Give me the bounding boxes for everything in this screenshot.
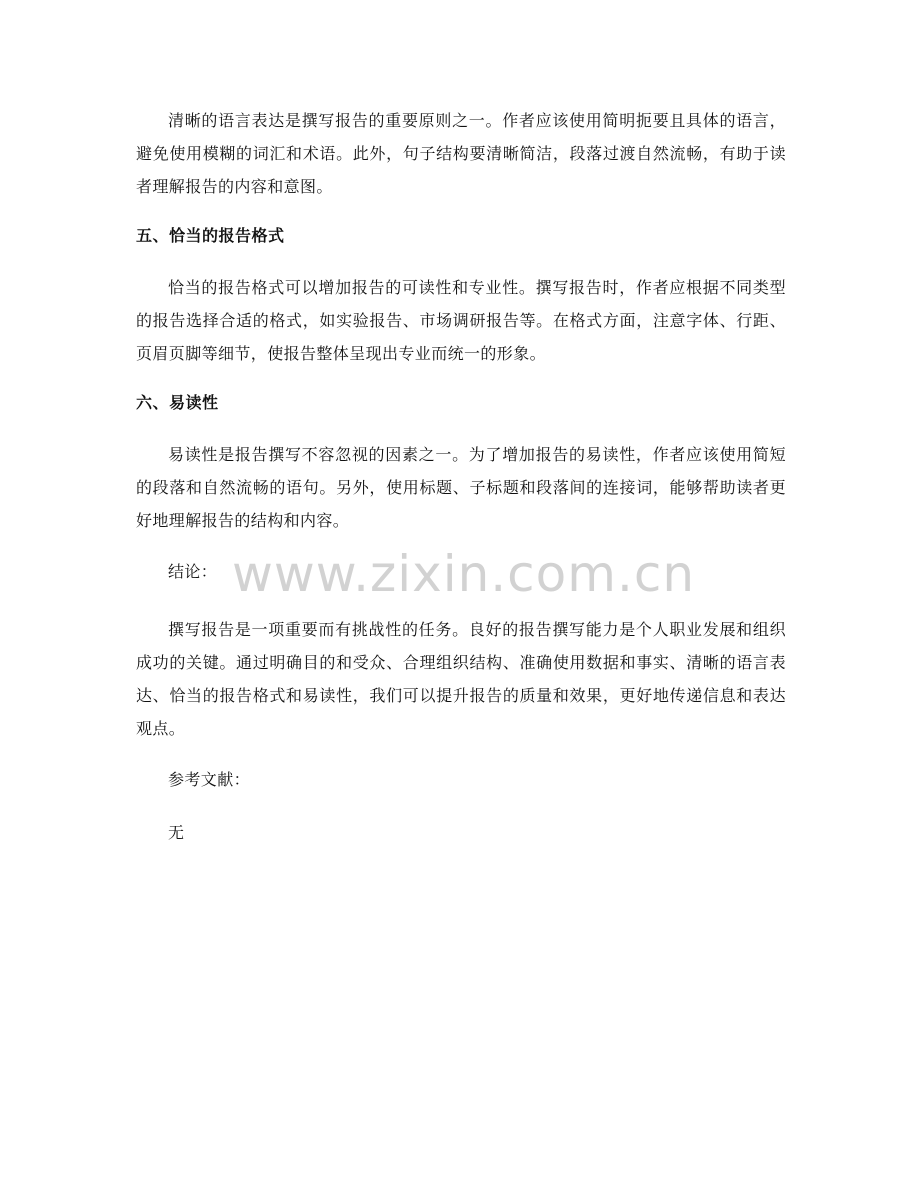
conclusion-label: 结论： [168,562,218,581]
document-page [136,104,786,845]
paragraph-readability: 易读性是报告撰写不容忽视的因素之一。为了增加报告的易读性，作者应该使用简短的段落和自然流畅的语句。另外，使用标题、子标题和段落间的连接词，能够帮助读者更好地理解报告的结构和内容。 [136,445,786,530]
references-value: 无 [168,823,185,842]
paragraph-clear-language: 清晰的语言表达是撰写报告的重要原则之一。作者应该使用简明扼要且具体的语言，避免使用模糊的词汇和术语。此外，句子结构要清晰简洁，段落过渡自然流畅，有助于读者理解报告的内容和意图。 [136,111,786,196]
paragraph-report-format: 恰当的报告格式可以增加报告的可读性和专业性。撰写报告时，作者应根据不同类型的报告选择合适的格式，如实验报告、市场调研报告等。在格式方面，注意字体、行距、页眉页脚等细节，使报告整体呈现出专业而统一的形象。 [136,278,786,363]
section-heading-readability: 六、易读性 [136,393,219,412]
watermark-text: www.zixin.com.cn [232,545,696,603]
paragraph-conclusion: 撰写报告是一项重要而有挑战性的任务。良好的报告撰写能力是个人职业发展和组织成功的关键。通过明确目的和受众、合理组织结构、准确使用数据和事实、清晰的语言表达、恰当的报告格式和易读性，我们可以提升报告的质量和效果，更好地传递信息和表达观点。 [136,620,786,738]
references-label: 参考文献： [168,770,251,789]
section-heading-format: 五、恰当的报告格式 [136,226,285,245]
